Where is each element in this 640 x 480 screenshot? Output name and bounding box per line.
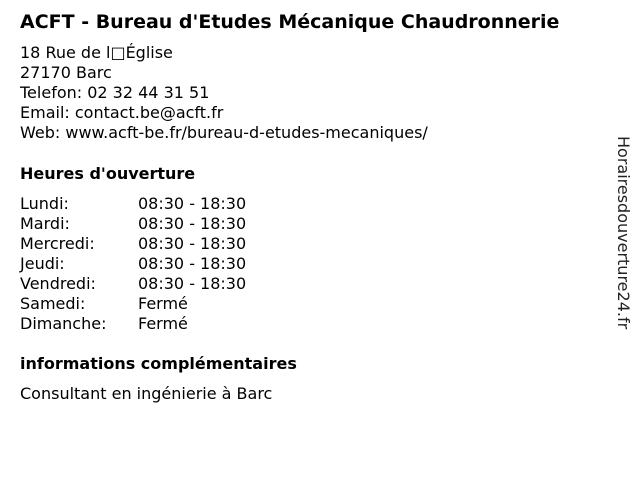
hours-row-vendredi — [20, 274, 246, 294]
hours-row-jeudi — [20, 254, 246, 274]
website-address: Web: www.acft-be.fr/bureau-d-etudes-mecaniques/ — [20, 123, 428, 142]
hours-time-value: 08:30 - 18:30 — [138, 274, 247, 293]
city-postal-code: 27170 Barc — [20, 63, 112, 82]
business-title: ACFT - Bureau d'Etudes Mécanique Chaudronnerie — [20, 11, 560, 33]
hours-day-label: Dimanche: — [20, 314, 107, 333]
hours-day-label: Lundi: — [20, 194, 69, 213]
opening-hours-heading: Heures d'ouverture — [20, 164, 196, 183]
hours-day-label: Mercredi: — [20, 234, 95, 253]
hours-row-mardi — [20, 214, 246, 234]
hours-time-value: 08:30 - 18:30 — [138, 214, 247, 233]
address-block — [20, 43, 428, 143]
street-address: 18 Rue de l□Église — [20, 43, 173, 62]
hours-time-value: 08:30 - 18:30 — [138, 194, 247, 213]
site-watermark: Horairesdouverture24.fr — [614, 136, 633, 330]
hours-time-value: 08:30 - 18:30 — [138, 234, 247, 253]
hours-time-value: 08:30 - 18:30 — [138, 254, 247, 273]
additional-info-text: Consultant en ingénierie à Barc — [20, 384, 273, 403]
hours-row-samedi — [20, 294, 246, 314]
hours-day-label: Samedi: — [20, 294, 86, 313]
hours-time-value: Fermé — [138, 314, 188, 333]
additional-info-heading: informations complémentaires — [20, 354, 297, 373]
email-address: Email: contact.be@acft.fr — [20, 103, 224, 122]
opening-hours-table — [20, 194, 246, 334]
hours-day-label: Mardi: — [20, 214, 70, 233]
hours-day-label: Vendredi: — [20, 274, 96, 293]
hours-time-value: Fermé — [138, 294, 188, 313]
phone-number: Telefon: 02 32 44 31 51 — [20, 83, 210, 102]
hours-row-dimanche — [20, 314, 246, 334]
hours-day-label: Jeudi: — [20, 254, 65, 273]
hours-row-mercredi — [20, 234, 246, 254]
hours-row-lundi — [20, 194, 246, 214]
